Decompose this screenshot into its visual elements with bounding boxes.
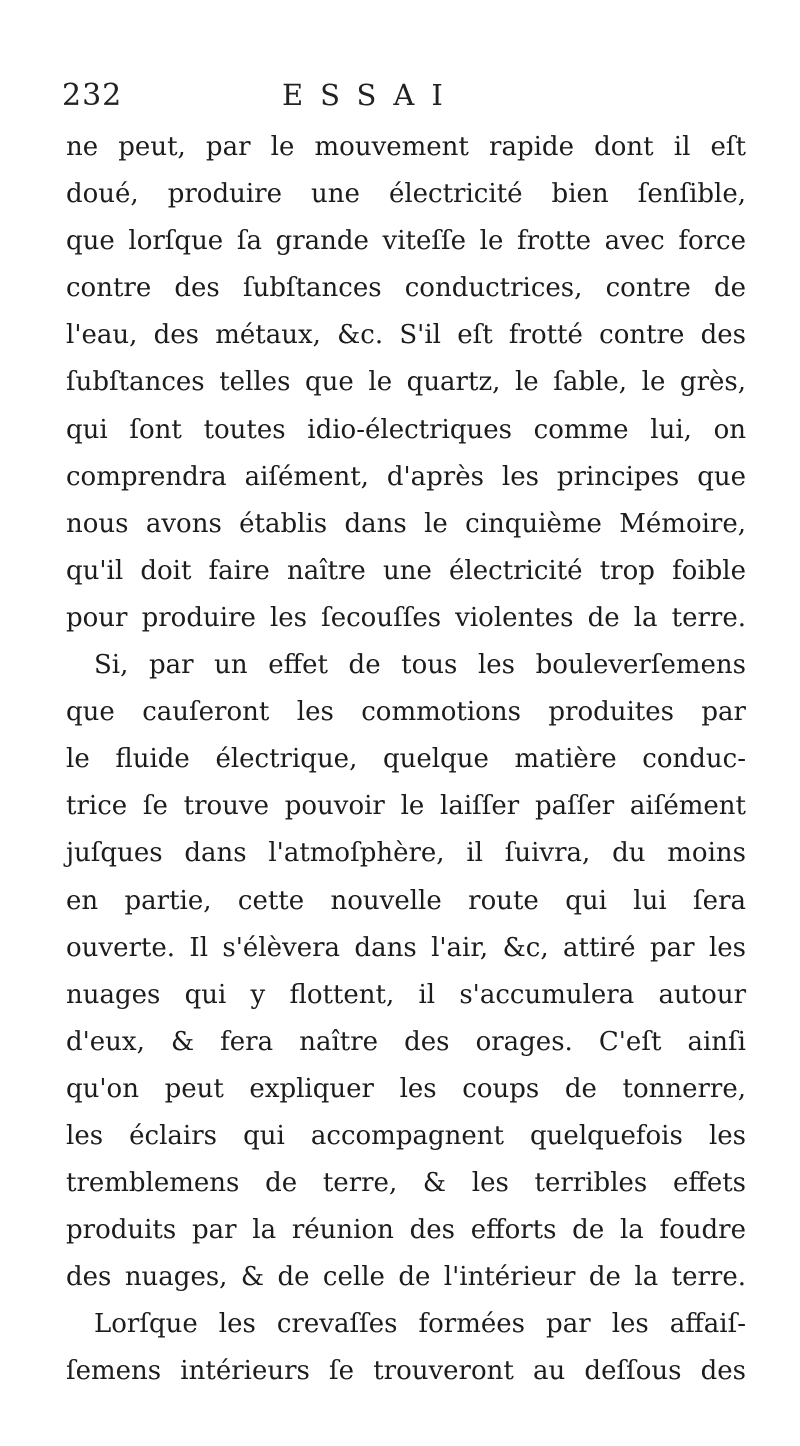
text-line: en partie, cette nouvelle route qui lui ſera — [66, 885, 746, 916]
text-line: l'eau, des métaux, &c. S'il eſt frotté contre des — [66, 320, 746, 351]
text-line: comprendra aiſément, d'après les principes que — [66, 461, 746, 492]
text-line: nuages qui y flottent, il s'accumulera autour — [66, 979, 746, 1010]
text-line: Si, par un effet de tous les bouleverſemens — [94, 650, 746, 681]
running-head — [62, 78, 752, 122]
text-line: les éclairs qui accompagnent quelquefois les — [66, 1120, 746, 1151]
text-line: qu'il doit faire naître une électricité trop foible — [66, 555, 746, 586]
text-line: ſemens intérieurs ſe trouveront au deſſous des — [66, 1356, 746, 1387]
text-line: que lorſque ſa grande viteſſe le frotte avec force — [66, 226, 746, 257]
text-line: Lorſque les crevaſſes formées par les affaiſ- — [94, 1309, 746, 1340]
running-title: ESSAI — [282, 78, 460, 112]
text-line: ſubſtances telles que le quartz, le ſable, le grès, — [66, 367, 746, 398]
text-line: le fluide électrique, quelque matière conduc- — [66, 744, 746, 775]
text-line: doué, produire une électricité bien ſenſible, — [66, 179, 746, 210]
page-number: 232 — [62, 78, 123, 113]
text-line: que cauſeront les commotions produites par — [66, 697, 746, 728]
text-line: d'eux, & fera naître des orages. C'eſt ainſi — [66, 1026, 746, 1057]
text-line: pour produire les ſecouſſes violentes de la terre. — [66, 602, 746, 633]
text-line: trice ſe trouve pouvoir le laiſſer paſſer aiſément — [66, 791, 746, 822]
text-line: contre des ſubſtances conductrices, contre de — [66, 273, 746, 304]
text-line: nous avons établis dans le cinquième Mémoire, — [66, 508, 746, 539]
text-line: produits par la réunion des efforts de la foudre — [66, 1215, 746, 1246]
text-line: juſques dans l'atmoſphère, il ſuivra, du moins — [66, 838, 746, 869]
body-text — [66, 124, 746, 1396]
text-line: des nuages, & de celle de l'intérieur de la terre. — [66, 1262, 746, 1293]
text-line: qu'on peut expliquer les coups de tonnerre, — [66, 1073, 746, 1104]
text-line: qui ſont toutes idio-électriques comme lui, on — [66, 414, 746, 445]
text-line: ne peut, par le mouvement rapide dont il eſt — [66, 132, 746, 162]
text-line: ouverte. Il s'élèvera dans l'air, &c, attiré par les — [66, 932, 746, 963]
text-line: tremblemens de terre, & les terribles effets — [66, 1168, 746, 1199]
